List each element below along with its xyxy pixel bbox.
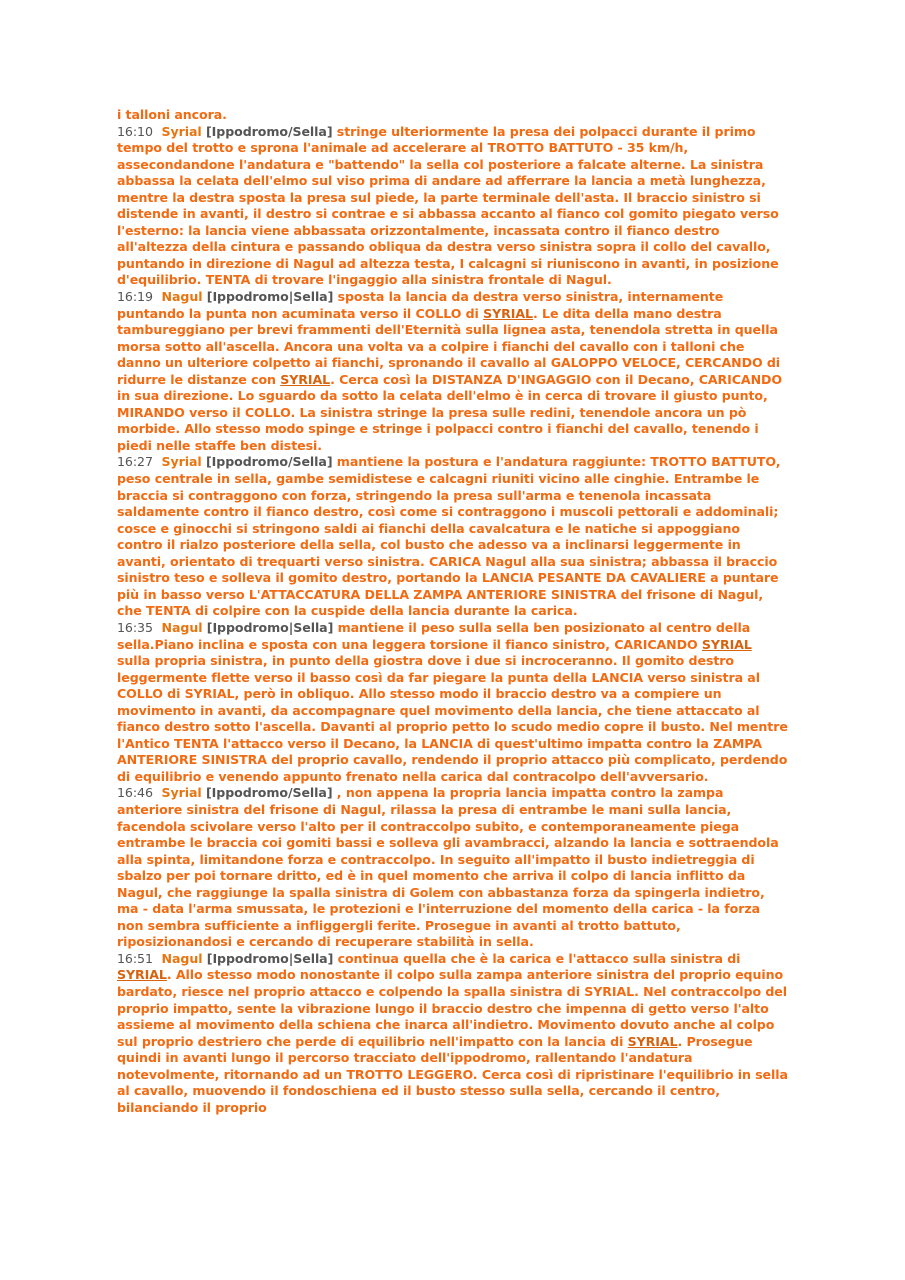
highlighted-name: SYRIAL [117,967,167,983]
entry-timestamp: 16:46 [117,785,153,801]
entry-timestamp: 16:35 [117,619,153,635]
entry-text: . Cerca così la DISTANZA D'INGAGGIO con il Decano, CARICANDO in sua direzione. Lo sguardo da sotto la celata dell'elmo è in cerca di trovare il giusto punto, MIRANDO verso il COLLO. La sinistra stringe la presa sulle redini, tenendole ancora un pò morbide. Allo stesso modo spinge e stringe i polpacci contro i fianchi del cavallo, tenendo i piedi nelle staffe ben distesi. [117,371,783,453]
lead-line: i talloni ancora. [117,107,227,122]
entry-location: [Ippodromo/Sella] [205,785,333,801]
entry-location: [Ippodromo/Sella] [205,454,333,470]
entry-character-name: Syrial [161,454,202,470]
log-entry [117,785,789,950]
log-entry [117,124,789,289]
entry-timestamp: 16:19 [117,289,153,305]
entry-character-name: Syrial [161,123,202,139]
entry-list [117,124,789,1117]
entry-text: sposta la lancia da destra verso sinistra, internamente puntando la punta non acuminata verso il COLLO di [117,289,724,321]
entry-text: stringe ulteriormente la presa dei polpacci durante il primo tempo del trotto e sprona l'animale ad accelerare al TROTTO BATTUTO - 35 km/h, assecondandone l'andatura e "battendo" la sella col posteriore a falcate alterne. La sinistra abbassa la celata dell'elmo sul viso prima di andare ad afferrare la lancia a metà lunghezza, mentre la destra sposta la presa sul piede, la parte terminale dell'asta. Il braccio sinistro si distende in avanti, il destro si contrae e si abbassa accanto al fianco col gomito piegato verso l'esterno: la lancia viene abbassata orizzontalmente, incassata contro il fianco destro all'altezza della cintura e passando obliqua da destra verso sinistra sopra il collo del cavallo, puntando in direzione di Nagul ad altezza testa, I calcagni si riuniscono in avanti, in posizione d'equilibrio. TENTA di trovare l'ingaggio alla sinistra frontale di Nagul. [117,123,779,288]
entry-timestamp: 16:27 [117,454,153,470]
chat-log-page [117,107,789,1116]
highlighted-name: SYRIAL [280,371,331,387]
entry-text: continua quella che è la carica e l'attacco sulla sinistra di [333,950,741,966]
highlighted-name: SYRIAL [701,636,752,652]
entry-text: sulla propria sinistra, in punto della giostra dove i due si incroceranno. Il gomito destro leggermente flette verso il basso così da far piegare la punta della LANCIA verso sinistra al COLLO di SYRIAL, però in obliquo. Allo stesso modo il braccio destro va a compiere un movimento in avanti, da accompagnare quel movimento della lancia, che tiene attaccato al fianco destro sotto l'ascella. Davanti al proprio petto lo scudo medio copre il busto. Nel mentre l'Antico TENTA l'attacco verso il Decano, la LANCIA di quest'ultimo impatta contro la ZAMPA ANTERIORE SINISTRA del proprio cavallo, rendendo il proprio attacco più complicato, perdendo di equilibrio e venendo appunto frenato nella carica dal contracolpo dell'avversario. [117,653,788,784]
entry-character-name: Nagul [161,289,203,305]
entry-character-name: Syrial [161,785,202,801]
log-entry [117,951,789,1116]
log-entry [117,454,789,619]
entry-timestamp: 16:10 [117,123,153,139]
entry-text: . Allo stesso modo nonostante il colpo sulla zampa anteriore sinistra del proprio equino bardato, riesce nel proprio attacco e colpendo la spalla sinistra di SYRIAL. Nel contraccolpo del proprio impatto, sente la vibrazione lungo il braccio destro che impenna di getto verso l'alto assieme al movimento della schiena che inarca all'indietro. Movimento dovuto anche al colpo sul proprio destriero che perde di equilibrio nell'impatto con la lancia di [117,967,787,1049]
entry-location: [Ippodromo/Sella] [205,123,333,139]
log-entry [117,289,789,454]
entry-text: mantiene la postura e l'andatura raggiunte: TROTTO BATTUTO, peso centrale in sella, gambe semidistese e calcagni riuniti vicino alle cinghie. Entrambe le braccia si contraggono con forza, stringendo la presa sull'arma e tenenola incassata saldamente contro il fianco destro, così come si contraggono i muscoli pettorali e addominali; cosce e ginocchi si stringono saldi ai fianchi della cavalcatura e le natiche si appoggiano contro il rialzo posteriore della sella, col busto che adesso va a inclinarsi leggermente in avanti, orientato di trequarti verso sinistra. CARICA Nagul alla sua sinistra; abbassa il braccio sinistro teso e solleva il gomito destro, portando la LANCIA PESANTE DA CAVALIERE a puntare più in basso verso L'ATTACCATURA DELLA ZAMPA ANTERIORE SINISTRA del frisone di Nagul, che TENTA di colpire con la cuspide della lancia durante la carica. [117,454,781,619]
entry-text: . Le dita della mano destra tambureggiano per brevi frammenti dell'Eternità sulla lignea asta, tenendola stretta in quella morsa sotto all'ascella. Ancora una volta va a colpire i fianchi del cavallo con i talloni che danno un ulteriore colpetto ai fianchi, spronando il cavallo al GALOPPO VELOCE, CERCANDO di ridurre le distanze con [117,305,781,387]
entry-location: [Ippodromo|Sella] [206,619,334,635]
log-entry [117,620,789,785]
entry-text: , non appena la propria lancia impatta contro la zampa anteriore sinistra del frisone di Nagul, rilassa la presa di entrambe le mani sulla lancia, facendola scivolare verso l'alto per il contraccolpo subito, e contemporaneamente piega entrambe le braccia coi gomiti bassi e solleva gli avambracci, alzando la lancia e sottraendola alla spinta, limitandone forza e contraccolpo. In seguito all'impatto il busto indietreggia di sbalzo per poi tornare dritto, ed è in quel momento che arriva il colpo di lancia inflitto da Nagul, che raggiunge la spalla sinistra di Golem con abbastanza forza da spingerla indietro, ma - data l'arma smussata, le protezioni e l'interruzione del momento della carica - la forza non sembra sufficiente a infliggergli ferite. Prosegue in avanti al trotto battuto, riposizionandosi e cercando di recuperare stabilità in sella. [117,785,779,950]
entry-location: [Ippodromo|Sella] [206,950,334,966]
highlighted-name: SYRIAL [483,305,533,321]
entry-location: [Ippodromo|Sella] [206,289,334,305]
entry-timestamp: 16:51 [117,950,153,966]
entry-character-name: Nagul [161,619,203,635]
highlighted-name: SYRIAL [627,1033,678,1049]
entry-character-name: Nagul [161,950,203,966]
entry-text: mantiene il peso sulla sella ben posizionato al centro della sella.Piano inclina e sposta con una leggera torsione il fianco sinistro, CARICANDO [117,619,751,652]
entry-text: . Prosegue quindi in avanti lungo il percorso tracciato dell'ippodromo, rallentando l'andatura notevolmente, ritornando ad un TROTTO LEGGERO. Cerca così di ripristinare l'equilibrio in sella al cavallo, muovendo il fondoschiena ed il busto stesso sulla sella, cercando il centro, bilanciando il proprio [117,1033,788,1115]
